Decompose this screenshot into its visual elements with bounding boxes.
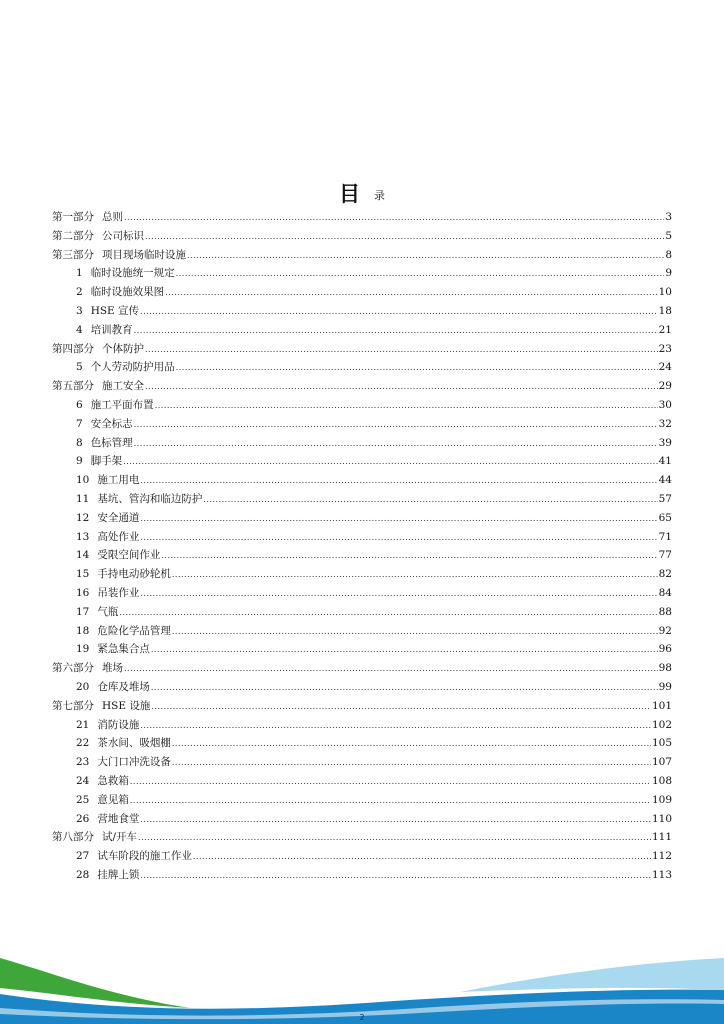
toc-entry-label: 第五部分 (52, 380, 94, 393)
toc-entry-title (76, 435, 133, 450)
toc-page-number: 18 (658, 304, 672, 317)
toc-entry-title (76, 510, 139, 525)
toc-entry-text: 营地食堂 (97, 812, 140, 825)
toc-page-number: 44 (658, 474, 672, 487)
toc-page-number: 84 (658, 586, 672, 599)
toc-page-number: 88 (658, 605, 672, 618)
toc-part-entry[interactable] (52, 341, 672, 360)
toc-entry-label: 27 (76, 850, 90, 863)
toc-dot-leader (140, 815, 651, 824)
toc-page-number: 8 (665, 248, 672, 261)
toc-section-entry[interactable] (52, 547, 672, 566)
toc-page-number: 110 (651, 812, 672, 825)
toc-entry-text: 气瓶 (97, 605, 119, 618)
toc-entry-label: 8 (76, 436, 83, 449)
toc-section-entry[interactable] (52, 717, 672, 736)
toc-page-number: 29 (658, 380, 672, 393)
toc-section-entry[interactable] (52, 566, 672, 585)
toc-section-entry[interactable] (52, 322, 672, 341)
toc-entry-text: 安全通道 (97, 511, 140, 524)
toc-dot-leader (124, 664, 658, 673)
toc-dot-leader (140, 533, 657, 542)
toc-section-entry[interactable] (52, 585, 672, 604)
toc-entry-title (76, 416, 133, 431)
toc-entry-text: 吊装作业 (97, 586, 140, 599)
toc-entry-title (76, 566, 171, 581)
toc-page-number: 71 (658, 530, 672, 543)
toc-entry-text: 消防设施 (97, 718, 140, 731)
toc-dot-leader (124, 213, 664, 222)
toc-dot-leader (138, 833, 651, 842)
toc-entry-text: 培训教育 (90, 323, 133, 336)
toc-entry-label: 14 (76, 549, 90, 562)
page-number: 2 (359, 1013, 365, 1022)
toc-dot-leader (134, 439, 658, 448)
toc-entry-label: 7 (76, 417, 83, 430)
toc-dot-leader (140, 307, 658, 316)
toc-page-number: 23 (658, 342, 672, 355)
toc-section-entry[interactable] (52, 679, 672, 698)
toc-page-number: 5 (665, 229, 672, 242)
toc-entry-title (52, 660, 123, 675)
toc-dot-leader (140, 721, 651, 730)
toc-entry-title (76, 773, 129, 788)
toc-entry-label: 4 (76, 323, 83, 336)
toc-entry-label: 第一部分 (52, 211, 94, 223)
toc-page-number: 3 (665, 211, 672, 223)
toc-dot-leader (176, 269, 665, 278)
toc-entry-text: 施工用电 (97, 474, 140, 487)
toc-entry-text: 脚手架 (90, 455, 123, 468)
toc-entry-title (76, 303, 139, 318)
toc-section-entry[interactable] (52, 472, 672, 491)
toc-page-number: 77 (658, 549, 672, 562)
toc-dot-leader (119, 608, 657, 617)
toc-entry-title (76, 472, 139, 487)
toc-section-entry[interactable] (52, 623, 672, 642)
toc-entry-label: 第八部分 (52, 831, 94, 844)
toc-section-entry[interactable] (52, 811, 672, 830)
toc-entry-label: 19 (76, 643, 90, 656)
toc-dot-leader (187, 251, 664, 260)
toc-dot-leader (151, 702, 651, 711)
toc-page-number: 57 (658, 492, 672, 505)
toc-part-entry[interactable] (52, 228, 672, 247)
toc-section-entry[interactable] (52, 416, 672, 435)
toc-entry-label: 26 (76, 812, 90, 825)
toc-part-entry[interactable] (52, 698, 672, 717)
toc-entry-text: 受限空间作业 (97, 549, 161, 562)
toc-page-number: 39 (658, 436, 672, 449)
toc-entry-label: 16 (76, 586, 90, 599)
toc-section-entry[interactable] (52, 792, 672, 811)
toc-page-number: 92 (658, 624, 672, 637)
toc-section-entry[interactable] (52, 453, 672, 472)
toc-dot-leader (172, 627, 658, 636)
toc-page-number: 10 (658, 286, 672, 299)
toc-section-entry[interactable] (52, 265, 672, 284)
toc-dot-leader (193, 852, 651, 861)
toc-dot-leader (134, 420, 658, 429)
toc-entry-text: 仓库及堆场 (97, 680, 150, 693)
toc-entry-title (76, 322, 133, 337)
toc-section-entry[interactable] (52, 641, 672, 660)
toc-page-number: 9 (665, 267, 672, 280)
toc-entry-title (76, 735, 171, 750)
toc-entry-title (76, 491, 202, 506)
toc-section-entry[interactable] (52, 397, 672, 416)
toc-entry-label: 第三部分 (52, 248, 94, 261)
toc-page-number: 21 (658, 323, 672, 336)
toc-dot-leader (172, 570, 658, 579)
toc-entry-title (76, 848, 192, 863)
toc-entry-title (52, 829, 137, 844)
toc-entry-label: 9 (76, 455, 83, 468)
toc-dot-leader (203, 495, 657, 504)
toc-entry-title (76, 754, 171, 769)
toc-page-number: 109 (651, 793, 672, 806)
toc-entry-text: 急救箱 (97, 774, 129, 787)
toc-entry-text: 高处作业 (97, 530, 140, 543)
toc-part-entry[interactable] (52, 378, 672, 397)
toc-dot-leader (140, 871, 651, 880)
toc-section-entry[interactable] (52, 773, 672, 792)
toc-entry-text: 总则 (102, 211, 123, 223)
toc-entry-title (52, 698, 150, 713)
table-of-contents (52, 209, 672, 886)
toc-page-number: 108 (651, 774, 672, 787)
toc-entry-label: 3 (76, 304, 83, 317)
toc-entry-text: 堆场 (102, 662, 123, 675)
toc-dot-leader (140, 589, 657, 598)
toc-dot-leader (140, 476, 657, 485)
toc-entry-label: 2 (76, 286, 83, 299)
toc-entry-title (76, 811, 139, 826)
toc-entry-text: 危险化学品管理 (97, 624, 171, 637)
toc-page-number: 32 (658, 417, 672, 430)
toc-entry-label: 15 (76, 568, 90, 581)
toc-entry-label: 5 (76, 361, 83, 374)
toc-entry-text: 试车阶段的施工作业 (97, 850, 192, 863)
toc-dot-leader (145, 232, 664, 241)
toc-entry-text: 基坑、管沟和临边防护 (97, 492, 203, 505)
toc-section-entry[interactable] (52, 491, 672, 510)
toc-entry-text: 项目现场临时设施 (102, 248, 186, 261)
toc-title-sub: 录 (374, 189, 385, 202)
toc-entry-text: 施工平面布置 (90, 398, 154, 411)
toc-page-number: 41 (658, 455, 672, 468)
toc-entry-text: 意见箱 (97, 793, 129, 806)
toc-entry-title (52, 341, 144, 356)
toc-entry-label: 20 (76, 680, 90, 693)
toc-entry-title (76, 717, 139, 732)
toc-entry-text: 手持电动砂轮机 (97, 568, 171, 581)
toc-entry-label: 17 (76, 605, 90, 618)
toc-entry-label: 21 (76, 718, 90, 731)
toc-entry-text: 安全标志 (90, 417, 133, 430)
toc-entry-title (76, 679, 150, 694)
toc-section-entry[interactable] (52, 435, 672, 454)
toc-entry-title (76, 604, 118, 619)
toc-entry-text: 施工安全 (102, 380, 144, 393)
toc-dot-leader (130, 796, 651, 805)
toc-part-entry[interactable] (52, 247, 672, 266)
toc-entry-title (52, 378, 144, 393)
toc-dot-leader (134, 326, 658, 335)
toc-entry-title (76, 867, 139, 882)
toc-entry-label: 28 (76, 868, 90, 881)
toc-entry-text: 公司标识 (102, 229, 144, 242)
toc-page-number: 107 (651, 756, 672, 769)
toc-page-number: 102 (651, 718, 672, 731)
toc-page-number: 111 (651, 831, 672, 844)
toc-page-number: 96 (658, 643, 672, 656)
toc-section-entry[interactable] (52, 735, 672, 754)
toc-dot-leader (151, 645, 658, 654)
toc-entry-title (76, 641, 150, 656)
toc-section-entry[interactable] (52, 359, 672, 378)
toc-section-entry[interactable] (52, 529, 672, 548)
toc-dot-leader (176, 363, 658, 372)
toc-section-entry[interactable] (52, 604, 672, 623)
toc-entry-label: 第六部分 (52, 662, 94, 675)
toc-page-number: 24 (658, 361, 672, 374)
toc-entry-label: 第二部分 (52, 229, 94, 242)
toc-entry-text: 色标管理 (90, 436, 133, 449)
toc-page-number: 99 (658, 680, 672, 693)
toc-dot-leader (172, 739, 651, 748)
toc-entry-label: 13 (76, 530, 90, 543)
toc-dot-leader (145, 382, 658, 391)
toc-entry-title (76, 453, 122, 468)
toc-entry-title (76, 284, 164, 299)
toc-entry-label: 18 (76, 624, 90, 637)
toc-entry-text: 临时设施统一规定 (90, 267, 175, 280)
toc-page-number: 105 (651, 737, 672, 750)
toc-dot-leader (145, 345, 658, 354)
toc-entry-title (76, 397, 154, 412)
toc-entry-title (76, 792, 129, 807)
toc-entry-text: 紧急集合点 (97, 643, 150, 656)
toc-page-number: 112 (651, 850, 672, 863)
toc-part-entry[interactable] (52, 209, 672, 228)
toc-title (0, 178, 724, 208)
toc-entry-text: 个人劳动防护用品 (90, 361, 175, 374)
toc-entry-text: HSE 宣传 (90, 304, 140, 317)
toc-entry-label: 23 (76, 756, 90, 769)
toc-entry-title (76, 585, 139, 600)
toc-section-entry[interactable] (52, 848, 672, 867)
toc-dot-leader (155, 401, 658, 410)
toc-entry-label: 6 (76, 398, 83, 411)
toc-entry-label: 11 (76, 492, 90, 505)
toc-entry-label: 22 (76, 737, 90, 750)
toc-entry-text: 挂牌上锁 (97, 868, 140, 881)
toc-page-number: 98 (658, 662, 672, 675)
toc-entry-title (52, 247, 186, 262)
toc-entry-text: 试/开车 (102, 831, 138, 844)
toc-entry-text: 临时设施效果图 (90, 286, 165, 299)
toc-entry-label: 12 (76, 511, 90, 524)
toc-entry-title (52, 228, 144, 243)
toc-entry-title (76, 529, 139, 544)
toc-page-number: 30 (658, 398, 672, 411)
toc-entry-title (52, 209, 123, 224)
toc-entry-label: 第七部分 (52, 699, 94, 712)
toc-dot-leader (130, 777, 651, 786)
toc-entry-title (76, 359, 175, 374)
toc-page-number: 101 (651, 699, 672, 712)
toc-page-number: 82 (658, 568, 672, 581)
toc-part-entry[interactable] (52, 829, 672, 848)
toc-entry-label: 1 (76, 267, 83, 280)
toc-section-entry[interactable] (52, 303, 672, 322)
toc-entry-text: 大门口冲洗设备 (97, 756, 171, 769)
toc-entry-text: 个体防护 (102, 342, 144, 355)
toc-section-entry[interactable] (52, 867, 672, 886)
toc-dot-leader (151, 683, 658, 692)
toc-entry-title (76, 547, 160, 562)
toc-section-entry[interactable] (52, 754, 672, 773)
toc-dot-leader (123, 457, 657, 466)
toc-entry-text: HSE 设施 (102, 699, 151, 712)
toc-dot-leader (172, 758, 651, 767)
toc-section-entry[interactable] (52, 284, 672, 303)
toc-entry-label: 10 (76, 474, 90, 487)
toc-entry-title (76, 265, 175, 280)
toc-entry-title (76, 623, 171, 638)
toc-page-number: 113 (651, 868, 672, 881)
toc-entry-label: 第四部分 (52, 342, 94, 355)
toc-part-entry[interactable] (52, 660, 672, 679)
toc-entry-label: 25 (76, 793, 90, 806)
toc-dot-leader (140, 514, 657, 523)
toc-dot-leader (165, 288, 657, 297)
toc-page-number: 65 (658, 511, 672, 524)
toc-dot-leader (161, 551, 657, 560)
toc-entry-label: 24 (76, 774, 90, 787)
light-blue-swoosh (460, 958, 724, 992)
toc-title-main: 目 (339, 182, 360, 206)
toc-section-entry[interactable] (52, 510, 672, 529)
toc-entry-text: 茶水间、吸烟棚 (97, 737, 171, 750)
